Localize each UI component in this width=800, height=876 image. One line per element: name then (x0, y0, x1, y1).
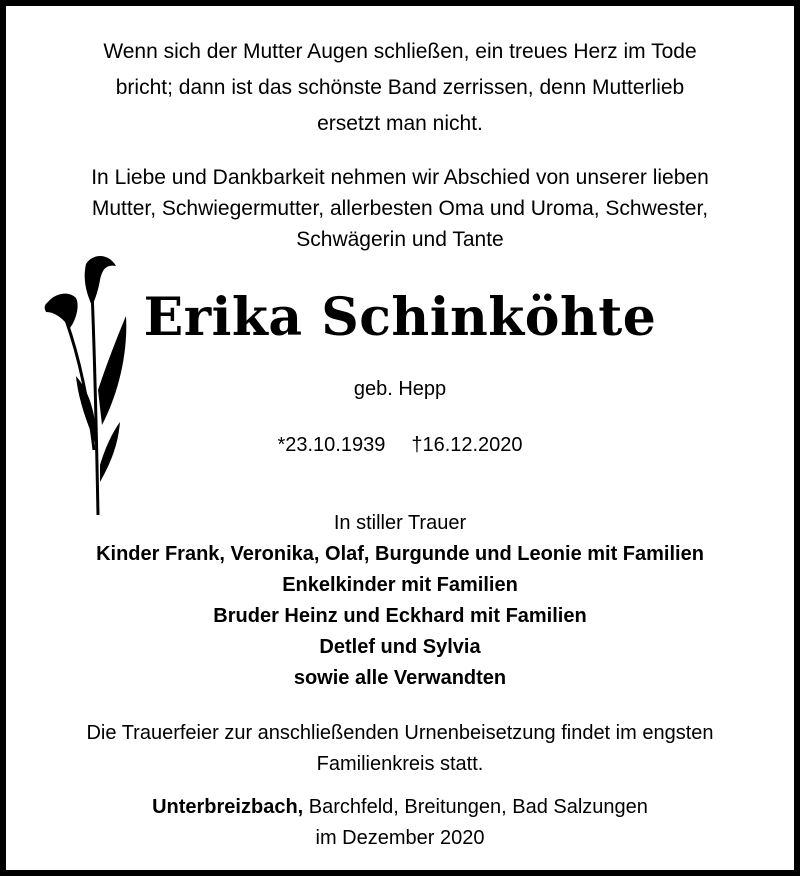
farewell-intro (26, 162, 774, 255)
intro-line: In Liebe und Dankbarkeit nehmen wir Abschied von unserer lieben (91, 166, 709, 189)
service-line: Die Trauerfeier zur anschließenden Urnenbeisetzung findet im engsten (86, 722, 714, 744)
obituary-notice (6, 6, 794, 870)
mourners-list (26, 539, 774, 694)
birth-name: geb. Hepp (353, 378, 447, 400)
intro-line: Mutter, Schwiegermutter, allerbesten Oma und Uroma, Schwester, (91, 197, 709, 220)
mourner-line: Enkelkinder mit Familien (282, 574, 518, 596)
towns-rest: Barchfeld, Breitungen, Bad Salzungen (303, 796, 648, 818)
poem-line: bricht; dann ist das schönste Band zerrissen, denn Mutterlieb (115, 76, 685, 99)
notice-date: im Dezember 2020 (315, 827, 485, 849)
place-and-date (26, 792, 774, 854)
mourner-line: Detlef und Sylvia (319, 636, 481, 658)
life-dates (206, 430, 594, 460)
poem (26, 34, 774, 142)
poem-line: Wenn sich der Mutter Augen schließen, ein treues Herz im Tode (103, 40, 697, 63)
mourner-line: sowie alle Verwandten (293, 667, 507, 689)
mourner-line: Kinder Frank, Veronika, Olaf, Burgunde und Leonie mit Familien (96, 543, 704, 565)
intro-line: Schwägerin und Tante (296, 228, 504, 251)
town-bold: Unterbreizbach, (152, 796, 304, 818)
mourner-line: Bruder Heinz und Eckhard mit Familien (213, 605, 587, 627)
towns (26, 792, 774, 823)
funeral-service-note (26, 718, 774, 780)
death-date: †16.12.2020 (411, 434, 523, 456)
birth-date: *23.10.1939 (277, 434, 386, 456)
deceased-name: Erika Schinköhte (143, 287, 657, 348)
service-line: Familienkreis statt. (316, 753, 484, 775)
poem-line: ersetzt man nicht. (317, 112, 483, 135)
mourning-intro: In stiller Trauer (333, 512, 467, 534)
calla-lily-icon (36, 250, 136, 520)
